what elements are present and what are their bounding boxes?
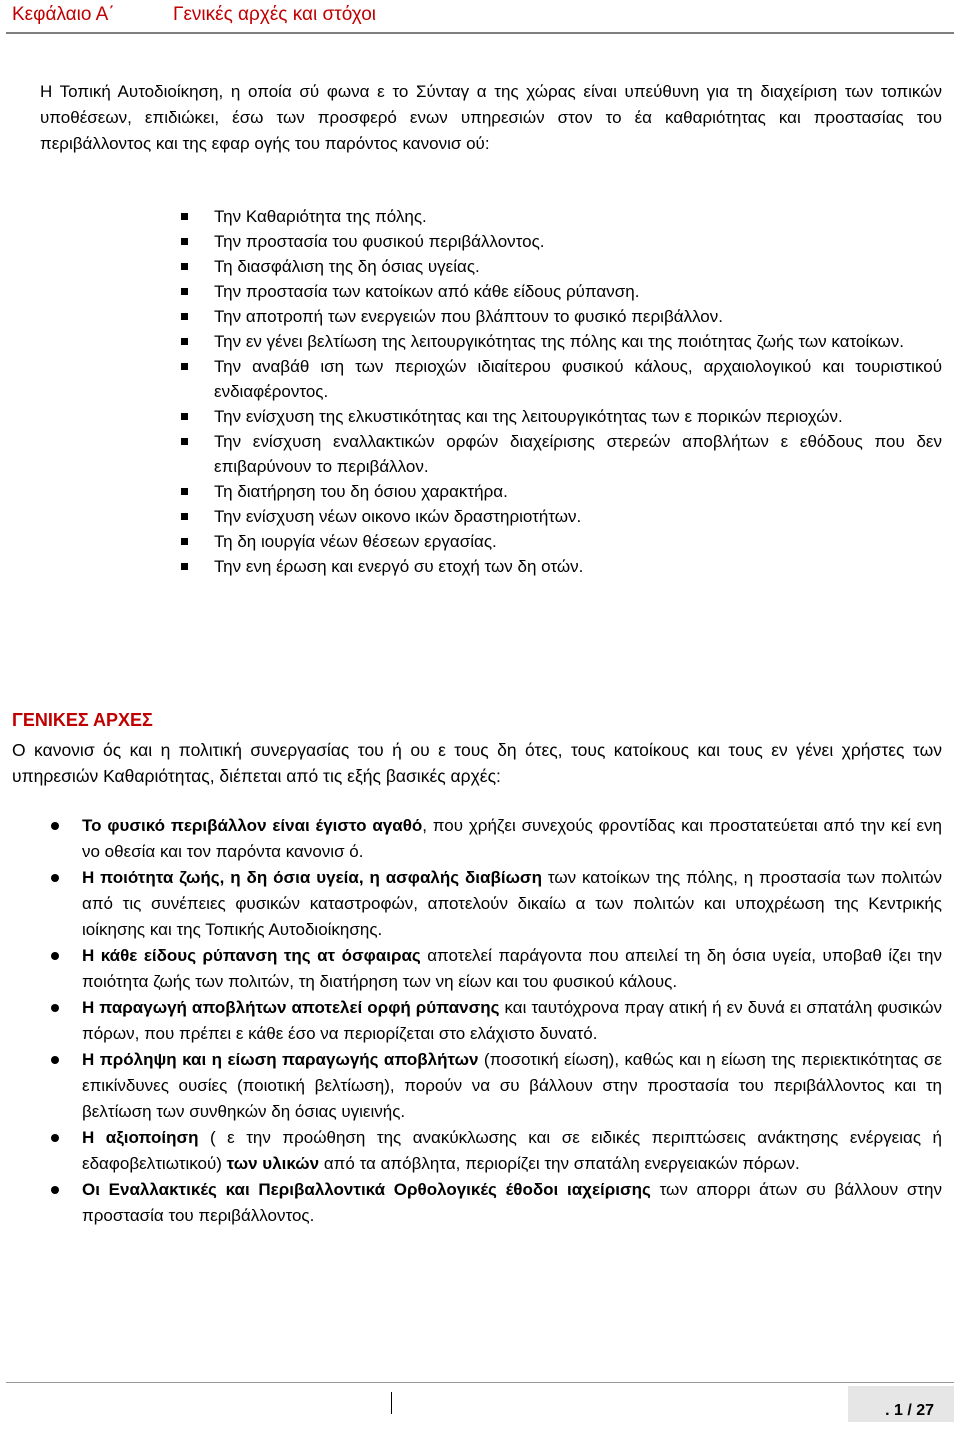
page-header [0,0,960,36]
principle-item [0,1047,960,1125]
principle-bold-text: Η πρόληψη και η είωση παραγωγής αποβλήτων [82,1050,479,1069]
principle-bold-text: Το φυσικό περιβάλλον είναι έγιστο αγαθό [82,816,423,835]
square-bullet-icon [181,313,188,320]
round-bullet-icon [51,822,59,830]
chapter-label: Κεφάλαιο Α΄ [12,4,115,25]
round-bullet-icon [51,1056,59,1064]
round-bullet-icon [51,1004,59,1012]
goal-text: Την Καθαριότητα της πόλης. [214,207,427,226]
principle-text: των κατοίκων της πόλης, η προστασία των πολιτών από τις συνέπειες φυσικών καταστροφών, αποτελούν δικαίω α των πολιτών και υποχρέωση της Κεντρικής ιοίκησης και της Τοπικής Αυτοδιοίκησης. [82,868,942,939]
square-bullet-icon [181,513,188,520]
goal-item [0,279,960,304]
goal-text: Τη δη ιουργία νέων θέσεων εργασίας. [214,532,497,551]
goal-item [0,554,960,579]
goal-item [0,429,960,479]
round-bullet-icon [51,1134,59,1142]
goal-text: Τη διατήρηση του δη όσιου χαρακτήρα. [214,482,508,501]
round-bullet-icon [51,952,59,960]
section-intro: Ο κανονισ ός και η πολιτική συνεργασίας του ή ου ε τους δη ότες, τους κατοίκους και τους εν γένει χρήστες των υπηρεσιών Καθαριότητας, διέπεται από τις εξής βασικές αρχές: [12,740,942,786]
goal-text: Την προστασία του φυσικού περιβάλλοντος. [214,232,545,251]
goal-text: Την ενη έρωση και ενεργό συ ετοχή των δη οτών. [214,557,584,576]
square-bullet-icon [181,488,188,495]
principle-bold-text: Η κάθε είδους ρύπανση της ατ όσφαιρας [82,946,421,965]
page-number: . 1 / 27 [885,1402,934,1419]
principle-text: των απορρι άτων συ βάλλουν στην προστασία του περιβάλλοντος. [82,1180,942,1225]
principle-item [0,865,960,943]
footer-rule [6,1382,954,1383]
square-bullet-icon [181,413,188,420]
principle-item [0,995,960,1047]
square-bullet-icon [181,563,188,570]
square-bullet-icon [181,213,188,220]
goal-item [0,354,960,404]
goal-text: Την ενίσχυση της ελκυστικότητας και της λειτουργικότητας των ε πορικών περιοχών. [214,407,843,426]
goal-item [0,329,960,354]
principle-text: αποτελεί παράγοντα που απειλεί τη δη όσια υγεία, υποβαθ ίζει την ποιότητα ζωής των πολιτών, τη διατήρηση των νη είων και του φυσικού κάλους. [82,946,942,991]
square-bullet-icon [181,538,188,545]
goal-item [0,529,960,554]
principle-text: , που χρήζει συνεχούς φροντίδας και προστατεύεται από την κεί ενη νο οθεσία και τον παρόντα κανονισ ό. [82,816,942,861]
principles-list [0,813,960,1229]
goal-text: Την αποτροπή των ενεργειών που βλάπτουν το φυσικό περιβάλλον. [214,307,723,326]
goal-text: Την εν γένει βελτίωση της λειτουργικότητας της πόλης και της ποιότητας ζωής των κατοίκων. [214,332,905,351]
principle-bold-text: Η ποιότητα ζωής, η δη όσια υγεία, η ασφαλής διαβίωση [82,868,542,887]
goal-item [0,254,960,279]
square-bullet-icon [181,363,188,370]
principle-text: (ποσοτική είωση), καθώς και η είωση της περιεκτικότητας σε επικίνδυνες ουσίες (ποιοτική βελτίωση), πορούν να συ βάλλουν στην προστασία του περιβάλλοντος και τη βελτίωση των συνθηκών δη όσιας υγιεινής. [82,1050,943,1121]
principle-item [0,943,960,995]
goal-item [0,204,960,229]
square-bullet-icon [181,288,188,295]
principle-bold-text: Οι Εναλλακτικές και Περιβαλλοντικά Ορθολογικές έθοδοι ιαχείρισης [82,1180,651,1199]
principle-text: από τα απόβλητα, περιορίζει την σπατάλη ενεργειακών πόρων. [319,1154,800,1173]
goal-item [0,304,960,329]
intro-paragraph: Η Τοπική Αυτοδιοίκηση, η οποία σύ φωνα ε το Σύνταγ α της χώρας είναι υπεύθυνη για τη διαχείριση των τοπικών υποθέσεων, επιδιώκει, έσω των προσφερό ενων υπηρεσιών στον το έα καθαριότητας και προστασίας του περιβάλλοντος και της εφαρ ογής του παρόντος κανονισ ού: [40,82,942,153]
principle-item [0,1125,960,1177]
goal-text: Την προστασία των κατοίκων από κάθε είδους ρύπανση. [214,282,640,301]
page-footer [0,1380,960,1429]
goal-item [0,504,960,529]
principle-bold-text: Η αξιοποίηση [82,1128,199,1147]
principle-text: και ταυτόχρονα πραγ ατική ή εν δυνά ει σπατάλη φυσικών πόρων, που πρέπει ε κάθε έσο να περιορίζεται στο ελάχιστο δυνατό. [82,998,942,1043]
goals-list [0,204,960,579]
principle-bold-text: Η παραγωγή αποβλήτων αποτελεί ορφή ρύπανσης [82,998,500,1017]
principle-item [0,1177,960,1229]
goal-text: Την ενίσχυση εναλλακτικών ορφών διαχείρισης στερεών αποβλήτων ε εθόδους που δεν επιβαρύνουν το περιβάλλον. [214,432,942,476]
square-bullet-icon [181,238,188,245]
goal-item [0,229,960,254]
round-bullet-icon [51,1186,59,1194]
principle-bold-text: των υλικών [226,1154,320,1173]
principle-text: ( ε την προώθηση της ανακύκλωσης και σε ειδικές περιπτώσεις ανάκτησης ενέργειας ή εδαφοβελτιωτικού) [82,1128,943,1173]
goal-text: Την αναβάθ ιση των περιοχών ιδιαίτερου φυσικού κάλους, αρχαιολογικού και τουριστικού ενδιαφέροντος. [214,357,942,401]
square-bullet-icon [181,438,188,445]
principle-item [0,813,960,865]
goal-item [0,404,960,429]
chapter-topic: Γενικές αρχές και στόχοι [173,4,377,25]
goal-text: Τη διασφάλιση της δη όσιας υγείας. [214,257,480,276]
section-title: ΓΕΝΙΚΕΣ ΑΡΧΕΣ [12,710,153,730]
square-bullet-icon [181,338,188,345]
goal-item [0,479,960,504]
goal-text: Την ενίσχυση νέων οικονο ικών δραστηριοτήτων. [214,507,582,526]
page-number-box [848,1386,954,1422]
footer-divider [391,1392,392,1414]
square-bullet-icon [181,263,188,270]
header-rule [6,32,954,34]
round-bullet-icon [51,874,59,882]
